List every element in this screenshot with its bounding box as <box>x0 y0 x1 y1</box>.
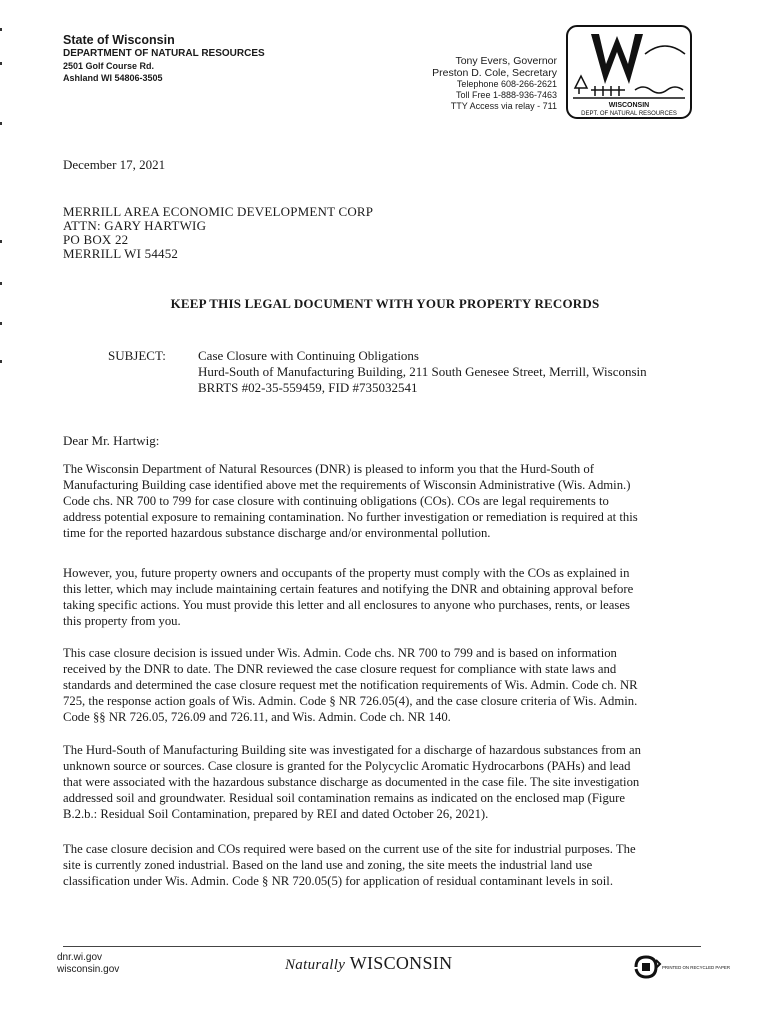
slogan-prefix: Naturally <box>285 957 346 973</box>
text-line: unknown source or sources. Case closure is granted for the Polycyclic Aromatic Hydrocarbons (PAHs) and lead <box>63 759 631 773</box>
legal-notice-heading: KEEP THIS LEGAL DOCUMENT WITH YOUR PROPERTY RECORDS <box>170 296 600 311</box>
text-line: This case closure decision is issued under Wis. Admin. Code chs. NR 700 to 799 and is based on information <box>63 646 617 660</box>
letter-date: December 17, 2021 <box>63 157 166 172</box>
footer-slogan <box>285 953 452 974</box>
telephone: Telephone 608-266-2621 <box>456 79 557 89</box>
text-line: The Wisconsin Department of Natural Resources (DNR) is pleased to inform you that the Hurd-South of <box>63 462 594 476</box>
agency-block <box>63 33 265 84</box>
recipient-line: MERRILL WI 54452 <box>63 246 179 261</box>
recycled-paper-logo-icon <box>632 954 730 980</box>
recipient-address <box>63 205 373 261</box>
text-line: received by the DNR to date. The DNR reviewed the case closure request for compliance with state laws and <box>63 662 617 676</box>
governor-name: Tony Evers, Governor <box>455 55 557 67</box>
recipient-line: PO BOX 22 <box>63 232 129 247</box>
text-line: However, you, future property owners and occupants of the property must comply with the COs as explained in <box>63 566 630 580</box>
scan-mark <box>0 28 2 31</box>
slogan-main: WISCONSIN <box>349 953 453 973</box>
text-line: The Hurd-South of Manufacturing Building site was investigated for a discharge of hazardous substances from an <box>63 743 641 757</box>
footer-divider <box>63 946 701 947</box>
dnr-logo-icon <box>565 24 693 120</box>
subject-text <box>198 348 647 396</box>
scan-mark <box>0 122 2 125</box>
recipient-line: MERRILL AREA ECONOMIC DEVELOPMENT CORP <box>63 204 374 219</box>
logo-caption-2: DEPT. OF NATURAL RESOURCES <box>581 111 677 117</box>
scan-mark <box>0 282 2 285</box>
logo-caption-1: WISCONSIN <box>608 102 650 109</box>
officials-block <box>432 55 557 112</box>
secretary-name: Preston D. Cole, Secretary <box>432 67 557 79</box>
body-paragraph-1 <box>63 461 703 541</box>
text-line: that were associated with the hazardous substance discharge as documented in the case file. The site investigation <box>63 775 640 789</box>
text-line: B.2.b.: Residual Soil Contamination, prepared by REI and dated October 26, 2021). <box>63 807 489 821</box>
text-line: taking specific actions. You must provide this letter and all enclosures to anyone who purchases, rents, or leases <box>63 598 630 612</box>
text-line: address potential exposure to remaining contamination. No further investigation or remediation is required at this <box>63 510 638 524</box>
recipient-line: ATTN: GARY HARTWIG <box>63 218 207 233</box>
footer-websites <box>57 952 119 976</box>
body-paragraph-4 <box>63 742 703 822</box>
body-paragraph-3 <box>63 645 703 725</box>
scan-mark <box>0 322 2 325</box>
state-name: State of Wisconsin <box>63 33 175 47</box>
text-line: Code §§ NR 726.05, 726.09 and 726.11, and Wis. Admin. Code ch. NR 140. <box>63 710 451 724</box>
subject-label: SUBJECT: <box>108 348 166 363</box>
scan-mark <box>0 62 2 65</box>
body-paragraph-2 <box>63 565 703 629</box>
body-paragraph-5 <box>63 841 703 889</box>
text-line: standards and determined the case closure request met the notification requirements of Wis. Admin. Code ch. NR <box>63 678 638 692</box>
text-line: classification under Wis. Admin. Code § NR 720.05(5) for application of residual contaminant levels in soil. <box>63 874 613 888</box>
text-line: this property from you. <box>63 614 181 628</box>
text-line: Code chs. NR 700 to 799 for case closure with continuing obligations (COs). COs are legal requirements to <box>63 494 609 508</box>
toll-free: Toll Free 1-888-936-7463 <box>455 90 557 100</box>
footer-link-wisconsin[interactable]: wisconsin.gov <box>57 964 120 975</box>
subject-line: Hurd-South of Manufacturing Building, 211 South Genesee Street, Merrill, Wisconsin <box>198 364 647 379</box>
scan-mark <box>0 240 2 243</box>
text-line: time for the reported hazardous substance discharge and/or environmental pollution. <box>63 526 491 540</box>
recycled-logo-text: PRINTED ON RECYCLED PAPER <box>662 965 730 970</box>
text-line: 725, the response action goals of Wis. Admin. Code § NR 726.05(4), and the case closure criteria of Wis. Admin. <box>63 694 638 708</box>
tty: TTY Access via relay - 711 <box>450 101 557 111</box>
text-line: Manufacturing Building case identified above met the requirements of Wisconsin Administrative (Wis. Admin.) <box>63 478 631 492</box>
subject-line: BRRTS #02-35-559459, FID #735032541 <box>198 380 418 395</box>
footer-link-dnr[interactable]: dnr.wi.gov <box>57 952 103 963</box>
scan-mark <box>0 360 2 363</box>
subject-line: Case Closure with Continuing Obligations <box>198 348 419 363</box>
text-line: The case closure decision and COs required were based on the current use of the site for industrial purposes. The <box>63 842 636 856</box>
salutation: Dear Mr. Hartwig: <box>63 433 160 448</box>
text-line: this letter, which may include maintaining certain features and notifying the DNR and obtaining approval before <box>63 582 634 596</box>
text-line: addressed soil and groundwater. Residual soil contamination remains as indicated on the enclosed map (Figure <box>63 791 625 805</box>
department-name: DEPARTMENT OF NATURAL RESOURCES <box>63 48 265 59</box>
text-line: site is currently zoned industrial. Based on the land use and zoning, the site meets the industrial land use <box>63 858 593 872</box>
address-line-1: 2501 Golf Course Rd. <box>63 61 155 71</box>
address-line-2: Ashland WI 54806-3505 <box>63 73 163 83</box>
